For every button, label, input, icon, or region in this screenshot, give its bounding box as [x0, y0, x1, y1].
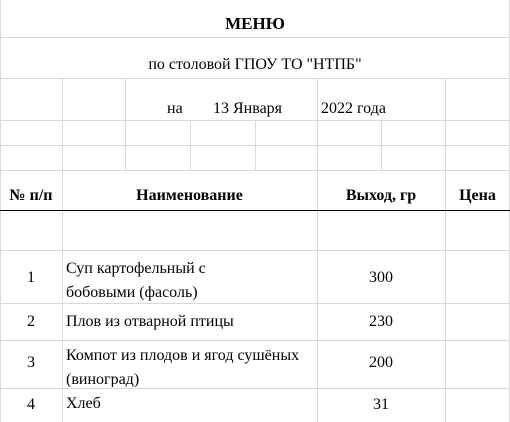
menu-subtitle: по столовой ГПОУ ТО "НТПБ"	[148, 56, 362, 73]
header-bottom-border	[0, 210, 510, 211]
menu-title: МЕНЮ	[225, 14, 285, 33]
column-header-price: Цена	[459, 187, 496, 204]
row-number: 1	[27, 269, 35, 286]
row-dish-name: Хлеб	[66, 395, 101, 412]
row-yield: 300	[369, 269, 393, 286]
grid-line	[0, 388, 510, 389]
date-day-month: 13 Января	[213, 100, 283, 117]
row-yield: 31	[373, 396, 389, 413]
grid-line	[125, 78, 126, 170]
grid-line	[0, 37, 510, 38]
row-dish-name: Компот из плодов и ягод сушёных (виноград)	[66, 347, 300, 387]
grid-line	[0, 250, 510, 251]
grid-line	[0, 145, 510, 146]
column-header-name: Наименование	[136, 187, 243, 204]
row-dish-name: Суп картофельный с бобовыми (фасоль)	[66, 260, 206, 301]
row-yield: 200	[369, 354, 393, 371]
date-prefix: на	[167, 100, 183, 117]
grid-line	[0, 120, 510, 121]
grid-line	[0, 78, 510, 79]
grid-line	[62, 170, 63, 422]
grid-line	[62, 78, 63, 170]
row-yield: 230	[369, 313, 393, 330]
grid-line	[0, 170, 510, 171]
date-year: 2022 года	[321, 100, 386, 117]
grid-line	[317, 78, 318, 170]
column-header-yield: Выход, гр	[345, 187, 417, 204]
row-number: 3	[27, 354, 35, 371]
row-dish-name-clip	[66, 340, 316, 387]
row-number: 2	[27, 313, 35, 330]
row-dish-name: Плов из отварной птицы	[66, 313, 234, 330]
grid-line	[317, 170, 318, 422]
column-header-number: № п/п	[9, 187, 53, 204]
row-number: 4	[27, 396, 35, 413]
